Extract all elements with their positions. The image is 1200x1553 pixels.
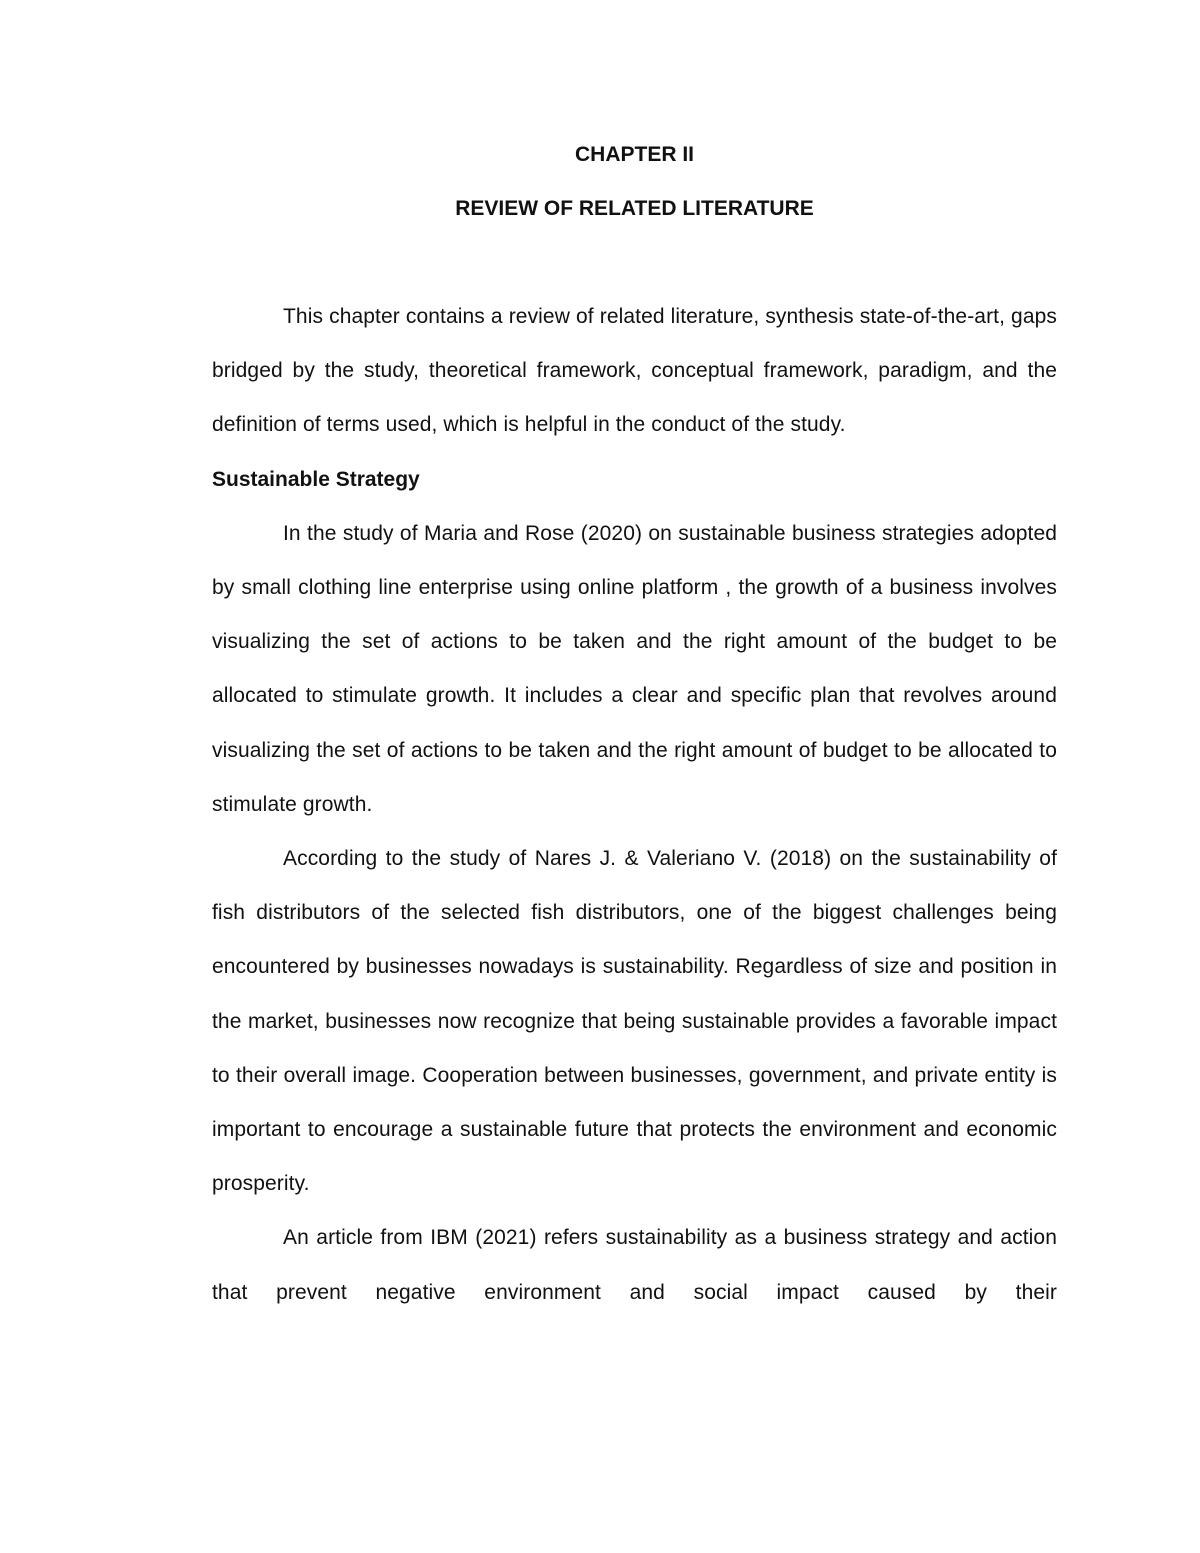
body-paragraph: According to the study of Nares J. & Valeriano V. (2018) on the sustainability of fish distributors of the selected fish distributors, one of the biggest challenges being encountered by businesses nowadays is sustainability. Regardless of size and position in the market, businesses now recognize that being sustainable provides a favorable impact to their overall image. Cooperation between businesses, government, and private entity is important to encourage a sustainable future that protects the environment and economic prosperity. bbox=[212, 847, 1057, 1196]
section-heading: Sustainable Strategy bbox=[212, 467, 420, 491]
body-paragraph: An article from IBM (2021) refers sustainability as a business strategy and action that prevent negative environment and social impact caused by their bbox=[212, 1226, 1057, 1304]
intro-paragraph: This chapter contains a review of related literature, synthesis state-of-the-art, gaps bridged by the study, theoretical framework, conceptual framework, paradigm, and the definition of terms used, which is helpful in the conduct of the study. bbox=[212, 305, 1057, 437]
document-page bbox=[212, 128, 1057, 1320]
body-paragraph: In the study of Maria and Rose (2020) on sustainable business strategies adopted by small clothing line enterprise using online platform , the growth of a business involves visualizing the set of actions to be taken and the right amount of the budget to be allocated to stimulate growth. It includes a clear and specific plan that revolves around visualizing the set of actions to be taken and the right amount of budget to be allocated to stimulate growth. bbox=[212, 521, 1057, 816]
chapter-number: CHAPTER II bbox=[574, 143, 694, 166]
chapter-title: REVIEW OF RELATED LITERATURE bbox=[455, 197, 814, 220]
